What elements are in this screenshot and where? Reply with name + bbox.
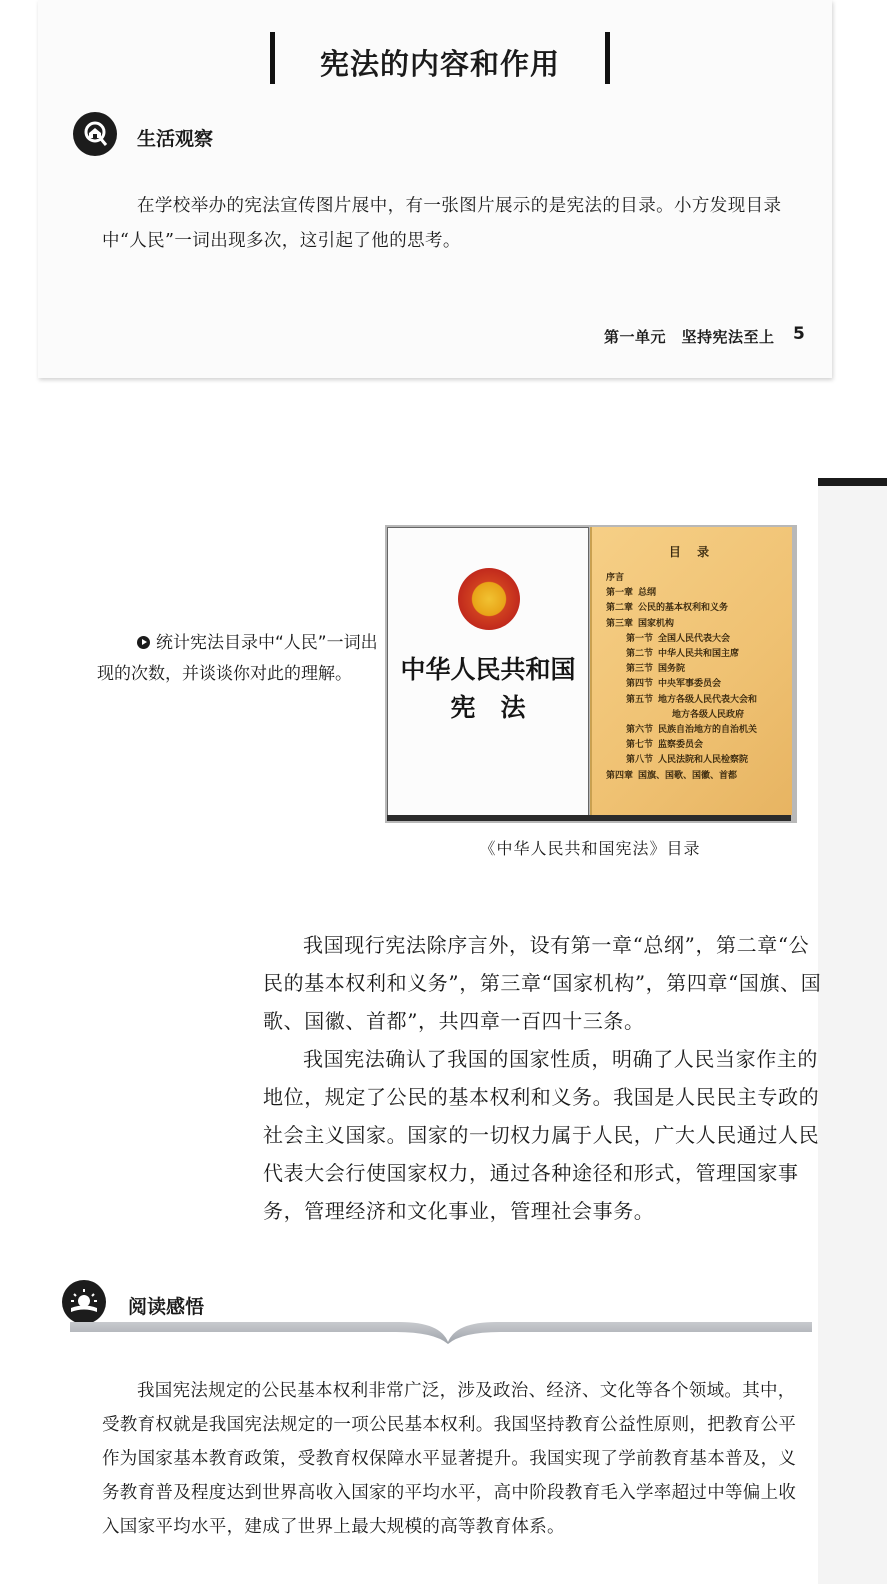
- book-title-line1: 中华人民共和国: [400, 655, 576, 684]
- toc-item-number: 第三节: [626, 664, 654, 675]
- book-edge: [387, 815, 791, 821]
- toc-item: [606, 723, 788, 738]
- toc-item: [606, 647, 788, 662]
- title-bar-right: [605, 32, 610, 84]
- toc-item: [606, 753, 788, 768]
- book-toc-page: [590, 527, 792, 815]
- toc-item-number: 第五节: [626, 694, 654, 705]
- toc-item-number: 第七节: [626, 740, 654, 751]
- toc-item-text: 人民法院和人民检察院: [658, 755, 749, 766]
- toc-item-number: 第四节: [626, 679, 654, 690]
- main-paragraph-1: 我国现行宪法除序言外，设有第一章“总纲”，第二章“公民的基本权利和义务”，第三章“国家机构”，第四章“国旗、国歌、国徽、首都”，共四章一百四十三条。: [263, 933, 822, 1033]
- toc-item: [606, 738, 788, 753]
- toc-item-text: 国家机构: [638, 618, 675, 629]
- toc-item-text: 国务院: [658, 664, 686, 675]
- toc-item-text: 民族自治地方的自治机关: [658, 725, 758, 736]
- toc-item-number: 第六节: [626, 725, 654, 736]
- toc-item-text: 监察委员会: [658, 740, 704, 751]
- main-paragraph-2: 我国宪法确认了我国的国家性质，明确了人民当家作主的地位，规定了公民的基本权利和义务。我国是人民民主专政的社会主义国家。国家的一切权力属于人民，广大人民通过人民代表大会行使国家权力，通过各种途径和形式，管理国家事务，管理经济和文化事业，管理社会事务。: [263, 1047, 820, 1223]
- toc-item: [606, 769, 788, 784]
- activity-note: [97, 628, 382, 690]
- toc-item-text: 中华人民共和国主席: [658, 649, 740, 660]
- book-title-line2: 宪 法: [450, 693, 526, 722]
- adjacent-page-edge: [818, 478, 887, 1584]
- toc-item: [606, 693, 788, 708]
- page-edge-shadow: [818, 478, 887, 486]
- toc-item-text: 地方各级人民代表大会和: [658, 694, 758, 705]
- toc-item-text: 公民的基本权利和义务: [638, 603, 729, 614]
- toc-item-text: 全国人民代表大会: [658, 633, 731, 644]
- toc-item-number: 第八节: [626, 755, 654, 766]
- toc-item-text: 国旗、国歌、国徽、首都: [638, 770, 738, 781]
- book-cover-page: [387, 527, 589, 817]
- house-magnifier-icon: [73, 112, 117, 156]
- page-footer-unit: 第一单元 坚持宪法至上: [604, 328, 775, 346]
- play-bullet-icon: [137, 636, 150, 649]
- toc-item: [606, 617, 788, 632]
- toc-item-text: 中央军事委员会: [658, 679, 722, 690]
- toc-item-number: 第二节: [626, 649, 654, 660]
- toc-item-text: 总纲: [638, 588, 657, 599]
- observation-paragraph: 在学校举办的宪法宣传图片展中，有一张图片展示的是宪法的目录。小方发现目录中“人民”一词出现多次，这引起了他的思考。: [102, 196, 782, 251]
- activity-note-text: 统计宪法目录中“人民”一词出现的次数，并谈谈你对此的理解。: [97, 633, 378, 684]
- toc-item-number: 第一章: [606, 588, 634, 599]
- figure-caption: 《中华人民共和国宪法》目录: [479, 839, 701, 858]
- lesson-title-block: [270, 30, 610, 88]
- reading-paragraph: 我国宪法规定的公民基本权利非常广泛，涉及政治、经济、文化等各个领域。其中，受教育权就是我国宪法规定的一项公民基本权利。我国坚持教育公益性原则，把教育公平作为国家基本教育政策，受教育权保障水平显著提升。我国实现了学前教育基本普及，义务教育普及程度达到世界高收入国家的平均水平，高中阶段教育毛入学率超过中等偏上收入国家平均水平，建成了世界上最大规模的高等教育体系。: [102, 1381, 797, 1537]
- toc-item: [606, 662, 788, 677]
- toc-list: [606, 571, 788, 784]
- toc-item: [606, 632, 788, 647]
- toc-item: [606, 571, 788, 586]
- toc-item-number: 第三章: [606, 618, 634, 629]
- toc-item: [606, 677, 788, 692]
- toc-item-number: 第四章: [606, 770, 634, 781]
- toc-item: [606, 708, 788, 723]
- toc-item: [606, 601, 788, 616]
- reading-section-band: [70, 1318, 812, 1348]
- toc-item-number: 序言: [606, 573, 625, 583]
- section-label-observation: 生活观察: [137, 128, 214, 150]
- toc-title: 目 录: [668, 545, 716, 559]
- lesson-title: 宪法的内容和作用: [319, 47, 560, 81]
- toc-item-number: 第二章: [606, 603, 634, 614]
- toc-item-number: 第一节: [626, 633, 654, 644]
- page-number: 5: [793, 324, 805, 344]
- constitution-book-image: [385, 525, 797, 823]
- toc-item: [606, 586, 788, 601]
- section-label-reading: 阅读感悟: [128, 1296, 205, 1318]
- toc-item-text: 地方各级人民政府: [672, 709, 745, 720]
- national-emblem-icon: [458, 568, 520, 630]
